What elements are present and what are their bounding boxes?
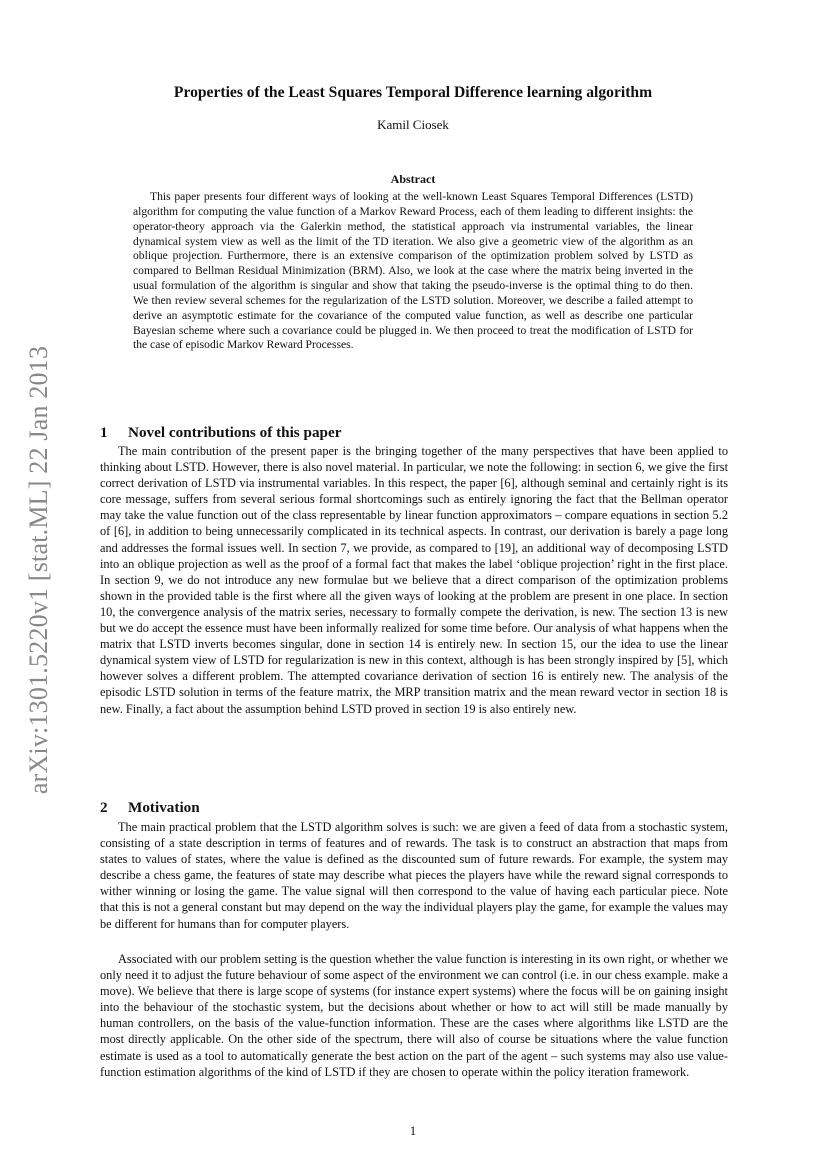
section-1-paragraph: The main contribution of the present paper is the bringing together of the many perspectives that have been applied to thinking about LSTD. However, there is also novel material. In particular, we note the following: in section 6, we give the first correct derivation of LSTD via instrumental variables. In this respect, the paper [6], although seminal and certainly right is its core message, suffers from several serious formal shortcomings such as entirely ignoring the fact that the Bellman operator may take the value function out of the class representable by linear function approximators – compare equations in section 5.2 of [6], in addition to being unnecessarily complicated in its technical aspects. In contrast, our derivation is barely a page long and addresses the formal issues well. In section 7, we provide, as compared to [19], an additional way of decomposing LSTD into an oblique projection as well as the proof of a formal fact that makes the label ‘oblique projection’ right in the first place. In section 9, we do not introduce any new formulae but we believe that a direct comparison of the optimization problems shown in the provided table is the first where all the given ways of looking at the problem are present in one place. In section 10, the convergence analysis of the matrix series, necessary to formally compete the derivation, is new. The section 13 is new but we do accept the essence must have been informally realized for some time before. Our analysis of what happens when the matrix that LSTD inverts becomes singular, done in section 14 is entirely new. In section 15, our the idea to use the linear dynamical system view of LSTD for regularization is new in this context, although is has been strongly inspired by [5], which however solves a different problem. The attempted covariance derivation of section 16 is entirely new. The analysis of the episodic LSTD solution in terms of the feature matrix, the MRP transition matrix and the mean reward vector in section 18 is new. Finally, a fact about the assumption behind LSTD proved in section 19 is also entirely new. bbox=[100, 444, 728, 716]
abstract-text: This paper presents four different ways of looking at the well-known Least Squares Temporal Differences (LSTD) algorithm for computing the value function of a Markov Reward Process, each of them leading to different insights: the operator-theory approach via the Galerkin method, the statistical approach via instrumental variables, the linear dynamical system view as well as the limit of the TD iteration. We also give a geometric view of the algorithm as an oblique projection. Furthermore, there is an extensive comparison of the optimization problem solved by LSTD as compared to Bellman Residual Minimization (BRM). Also, we look at the case where the matrix being inverted in the usual formulation of the algorithm is singular and show that taking the pseudo-inverse is the optimal thing to do then. We then review several schemes for the regularization of the LSTD solution. Moreover, we describe a failed attempt to derive an asymptotic estimate for the covariance of the computed value function, as well as describe one particular Bayesian scheme where such a covariance could be plugged in. We then proceed to treat the modification of LSTD for the case of episodic Markov Reward Processes. bbox=[133, 190, 693, 352]
section-number: 1 bbox=[100, 424, 108, 441]
section-2-paragraph-1: The main practical problem that the LSTD algorithm solves is such: we are given a feed of data from a stochastic system, consisting of a state description in terms of features and of rewards. The task is to construct an abstraction that maps from states to values of states, where the value is defined as the discounted sum of future rewards. For example, the system may describe a chess game, the features of state may describe what pieces the players have while the reward signal corresponds to wither winning or losing the game. The value signal will then correspond to the value of having each particular piece. Note that this is not a general constant but may depend on the way the individual players play the game, for example the values may be different for humans than for computer players. bbox=[100, 820, 728, 931]
section-2-heading bbox=[100, 799, 728, 817]
section-1-heading bbox=[100, 424, 728, 442]
paper-title: Properties of the Least Squares Temporal Difference learning algorithm bbox=[173, 84, 653, 101]
section-2-paragraph-2: Associated with our problem setting is the question whether the value function is interesting in its own right, or whether we only need it to adjust the future behaviour of some aspect of the environment we can control (i.e. in our chess example. make a move). We believe that there is large scope of systems (for instance expert systems) where the focus will be on gaining insight into the behaviour of the stochastic system, but the decisions about whether or how to act will still be made manually by human controllers, on the basis of the value-function information. These are the cases where algorithms like LSTD are the most directly applicable. On the other side of the spectrum, there will also of course be situations where the value function estimate is used as a tool to automatically generate the best action on the part of the agent – such systems may also use value-function estimation algorithms of the kind of LSTD if they are chosen to operate within the policy iteration framework. bbox=[100, 952, 728, 1079]
arxiv-identifier-watermark: arXiv:1301.5220v1 [stat.ML] 22 Jan 2013 bbox=[24, 345, 53, 795]
page-number: 1 bbox=[409, 1124, 417, 1138]
section-title: Motivation bbox=[128, 799, 200, 816]
section-number: 2 bbox=[100, 799, 108, 816]
section-title: Novel contributions of this paper bbox=[128, 424, 342, 441]
abstract-heading: Abstract bbox=[390, 172, 436, 186]
author-name: Kamil Ciosek bbox=[377, 117, 449, 132]
